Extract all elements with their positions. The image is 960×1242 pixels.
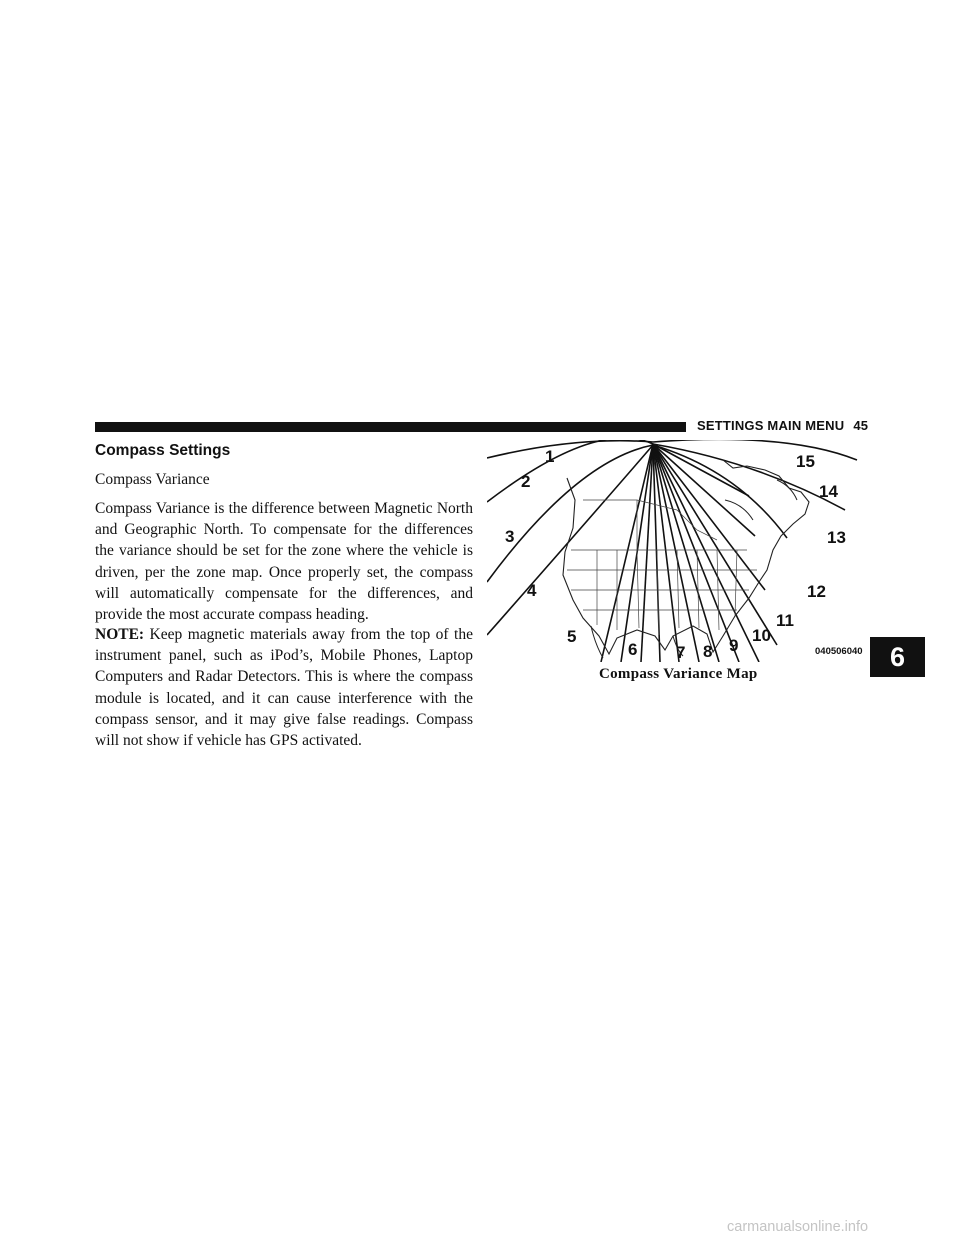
header-rule [95, 422, 686, 432]
body-paragraph: Compass Variance is the difference between Magnetic North and Geographic North. To compensate for the differences the variance should be set for the zone where the vehicle is driven, per the zone map. Once properly set, the compass will automatically compensate for the differences, and provide the most accurate compass heading. [95, 500, 473, 624]
section-title: Compass Settings [95, 442, 231, 459]
zone-arc [487, 445, 653, 582]
zone-ray [641, 444, 653, 662]
zone-arc [487, 441, 653, 458]
zone-label-10: 10 [752, 626, 771, 645]
note-paragraph [95, 624, 473, 751]
figure-id: 040506040 [815, 646, 863, 657]
zone-ray [653, 444, 699, 662]
zone-label-2: 2 [521, 472, 531, 491]
zone-ray [653, 444, 777, 645]
note-text: Keep magnetic materials away from the top of the instrument panel, such as iPod’s, Mobile Phones, Laptop Computers and Radar Detectors. This is where the compass module is located, and it can cause interference with the compass sensor, and it may give false readings. Compass will not show if vehicle has GPS activated. [95, 626, 473, 750]
zone-ray [601, 444, 653, 662]
zone-label-11: 11 [776, 611, 794, 630]
zone-rays [601, 444, 777, 662]
zone-label-5: 5 [567, 627, 577, 646]
compass-variance-map [487, 440, 864, 662]
zone-label-1: 1 [545, 447, 555, 466]
running-header [697, 418, 868, 433]
figure-caption: Compass Variance Map [599, 666, 758, 682]
zone-arc [653, 444, 845, 510]
zone-label-6: 6 [628, 640, 638, 659]
zone-arc [487, 440, 653, 502]
north-america-outline [563, 460, 809, 654]
zone-label-3: 3 [505, 527, 515, 546]
zone-label-4: 4 [527, 581, 537, 600]
zone-label-8: 8 [703, 642, 713, 661]
page-number: 45 [853, 418, 869, 433]
zone-label-12: 12 [807, 582, 826, 601]
zone-label-15: 15 [796, 452, 815, 471]
zone-label-7: 7 [676, 643, 686, 662]
subheading: Compass Variance [95, 471, 210, 488]
zone-label-9: 9 [729, 636, 739, 655]
zone-label-13: 13 [827, 528, 846, 547]
note-label: NOTE: [95, 626, 145, 643]
header-section-title: SETTINGS MAIN MENU [697, 418, 845, 433]
zone-ray [653, 444, 759, 662]
chapter-tab: 6 [870, 637, 925, 677]
zone-label-14: 14 [819, 482, 838, 501]
watermark: carmanualsonline.info [727, 1219, 869, 1235]
